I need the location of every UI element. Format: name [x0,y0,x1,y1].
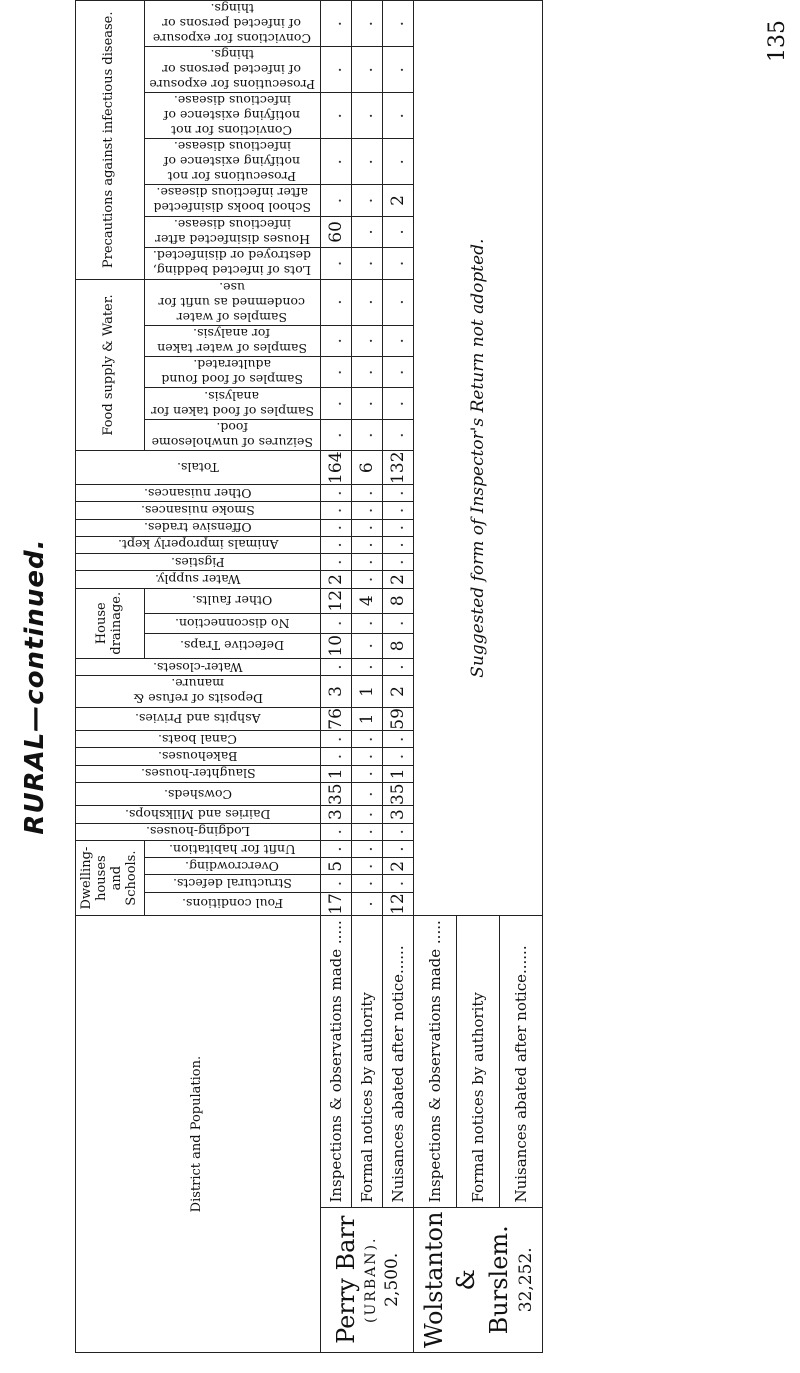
cell-overcrowding: 5 [320,858,351,875]
cell-water-supply: 2 [320,571,351,588]
cell-dairies-milkshops: . [351,806,382,823]
cell-defective-traps: . [351,633,382,658]
running-title: RURAL—continued. [20,538,50,835]
table-row [351,1,382,1353]
cell-houses-disinfected: 60 [320,216,351,247]
cell-slaughterhouses: 1 [382,765,413,782]
cell-other-nuisances: . [320,485,351,502]
district-cell [320,1207,413,1352]
row-label: Nuisances abated after notice...... [499,916,542,1207]
col-other-nuisances: Other nuisances. [76,485,321,502]
district-population: 32,252. [515,1247,536,1313]
cell-cowsheds: 35 [382,782,413,806]
cell-dairies-milkshops: 3 [382,806,413,823]
col-water-samples-taken: Samples of water taken for analysis. [144,325,320,356]
cell-offensive-trades: . [382,519,413,536]
cell-structural-defects: . [382,875,413,892]
district-name: Perry Barr [331,1215,360,1344]
cell-animals-improperly-kept: . [320,536,351,553]
cell-convictions-notifying: . [382,93,413,139]
cell-convictions-exposure: . [320,1,351,47]
cell-food-samples-adulterated: . [382,357,413,388]
col-convictions-exposure: Convictions for exposure of infected persons or things. [144,1,320,47]
cell-canal-boats: . [382,731,413,748]
col-food-samples-adulterated: Samples of food found adulterated. [144,357,320,388]
cell-other-faults: 8 [382,588,413,613]
cell-houses-disinfected: . [351,216,382,247]
col-water-supply: Water supply. [76,571,321,588]
cell-food-samples-adulterated: . [320,357,351,388]
col-overcrowding: Overcrowding. [144,858,320,875]
cell-seizures: . [320,419,351,450]
col-water-closets: Water-closets. [76,658,321,675]
cell-other-nuisances: . [351,485,382,502]
col-unfit: Unfit for habitation. [144,840,320,857]
cell-other-faults: 12 [320,588,351,613]
cell-lodging-houses: . [351,823,382,840]
row-label: Inspections & observations made ..... [413,916,456,1207]
cell-other-faults: 4 [351,588,382,613]
col-offensive-trades: Offensive trades. [76,519,321,536]
col-pigsties: Pigsties. [76,554,321,571]
group-dwelling: Dwelling-houses and Schools. [76,840,145,915]
cell-food-samples-taken: . [351,388,382,419]
cell-bakehouses: . [320,748,351,765]
col-dairies: Dairies and Milkshops. [76,806,321,823]
cell-convictions-exposure: . [382,1,413,47]
cell-bakehouses: . [351,748,382,765]
col-water-samples-unfit: Samples of water condemned as unfit for use. [144,279,320,325]
table-row [320,1,351,1353]
cell-deposits-refuse: 2 [382,676,413,707]
cell-water-supply: . [351,571,382,588]
cell-slaughterhouses: 1 [320,765,351,782]
cell-no-disconnection: . [382,613,413,633]
district-name: Wolstanton & Burslem. [419,1211,513,1348]
cell-lodging-houses: . [320,823,351,840]
cell-deposits-refuse: 1 [351,676,382,707]
cell-unfit-habitation: . [320,840,351,857]
cell-canal-boats: . [351,731,382,748]
col-seizures: Seizures of unwholesome food. [144,419,320,450]
cell-smoke-nuisances: . [320,502,351,519]
cell-animals-improperly-kept: . [382,536,413,553]
cell-infected-bedding: . [382,248,413,279]
cell-bakehouses: . [382,748,413,765]
cell-water-closets: . [351,658,382,675]
row-label: Formal notices by authority [351,916,382,1207]
cell-dairies-milkshops: 3 [320,806,351,823]
cell-structural-defects: . [320,875,351,892]
cell-convictions-notifying: . [320,93,351,139]
cell-overcrowding: 2 [382,858,413,875]
cell-prosecutions-notifying: . [320,139,351,185]
cell-convictions-exposure: . [351,1,382,47]
district-population: 2,500. [381,1252,402,1307]
col-canal-boats: Canal boats. [76,731,321,748]
col-bakehouses: Bakehouses. [76,748,321,765]
cell-schools-disinfected: . [320,185,351,216]
col-ashpits: Ashpits and Privies. [76,707,321,731]
cell-infected-bedding: . [320,248,351,279]
cell-food-samples-adulterated: . [351,357,382,388]
col-animals: Animals improperly kept. [76,536,321,553]
cell-unfit-habitation: . [382,840,413,857]
cell-totals: 6 [351,451,382,485]
col-totals: Totals. [76,451,321,485]
cell-prosecutions-notifying: . [382,139,413,185]
cell-water-samples-taken: . [351,325,382,356]
cell-ashpits-privies: 1 [351,707,382,731]
cell-no-disconnection: . [351,613,382,633]
cell-prosecutions-exposure: . [320,47,351,93]
col-smoke: Smoke nuisances. [76,502,321,519]
col-slaughterhouses: Slaughter-houses. [76,765,321,782]
row-label: Formal notices by authority [456,916,499,1207]
col-lodging-houses: Lodging-houses. [76,823,321,840]
cell-seizures: . [382,419,413,450]
cell-totals: 164 [320,451,351,485]
row-label: Nuisances abated after notice...... [382,916,413,1207]
col-infected-bedding: Lots of infected bedding, destroyed or disinfected. [144,248,320,279]
cell-water-samples-unfit: . [351,279,382,325]
cell-foul-conditions: . [351,892,382,916]
col-schools-disinfected: School books disinfected after infectious disease. [144,185,320,216]
cell-food-samples-taken: . [382,388,413,419]
cell-houses-disinfected: . [382,216,413,247]
cell-water-samples-unfit: . [320,279,351,325]
cell-food-samples-taken: . [320,388,351,419]
cell-prosecutions-notifying: . [351,139,382,185]
cell-pigsties: . [320,554,351,571]
col-prosecutions-notifying: Prosecutions for not notifying existence of infectious disease. [144,139,320,185]
cell-deposits-refuse: 3 [320,676,351,707]
cell-schools-disinfected: . [351,185,382,216]
table-body [320,1,542,1353]
col-defective-traps: Defective Traps. [144,633,320,658]
cell-schools-disinfected: 2 [382,185,413,216]
cell-totals: 132 [382,451,413,485]
cell-canal-boats: . [320,731,351,748]
cell-no-disconnection: . [320,613,351,633]
sanitary-returns-table [75,0,543,1353]
col-cowsheds: Cowsheds. [76,782,321,806]
cell-defective-traps: 10 [320,633,351,658]
cell-water-supply: 2 [382,571,413,588]
district-header: District and Population. [76,916,321,1353]
district-type: (URBAN). [363,1236,380,1323]
cell-defective-traps: 8 [382,633,413,658]
cell-water-closets: . [382,658,413,675]
cell-pigsties: . [351,554,382,571]
not-adopted-note: Suggested form of Inspector's Return not adopted. [413,1,542,916]
page-number: 135 [765,20,790,62]
cell-ashpits-privies: 76 [320,707,351,731]
cell-water-samples-unfit: . [382,279,413,325]
cell-ashpits-privies: 59 [382,707,413,731]
group-food: Food supply & Water. [76,279,145,451]
cell-cowsheds: . [351,782,382,806]
cell-other-nuisances: . [382,485,413,502]
cell-prosecutions-exposure: . [351,47,382,93]
cell-slaughterhouses: . [351,765,382,782]
row-label: Inspections & observations made ..... [320,916,351,1207]
col-no-disconnection: No disconnection. [144,613,320,633]
table-row [413,1,456,1353]
cell-convictions-notifying: . [351,93,382,139]
col-houses-disinfected: Houses disinfected after infectious disease. [144,216,320,247]
cell-offensive-trades: . [320,519,351,536]
cell-overcrowding: . [351,858,382,875]
col-prosecutions-exposure: Prosecutions for exposure of infected persons or things. [144,47,320,93]
cell-cowsheds: 35 [320,782,351,806]
cell-prosecutions-exposure: . [382,47,413,93]
cell-smoke-nuisances: . [351,502,382,519]
col-other-faults: Other faults. [144,588,320,613]
district-cell [413,1207,542,1352]
col-foul-conditions: Foul conditions. [144,892,320,916]
group-drainage: House drainage. [76,588,145,658]
cell-infected-bedding: . [351,248,382,279]
cell-offensive-trades: . [351,519,382,536]
group-header-row [76,1,145,1353]
col-food-samples-taken: Samples of food taken for analysis. [144,388,320,419]
col-structural-defects: Structural defects. [144,875,320,892]
group-precautions: Precautions against infectious disease. [76,1,145,280]
cell-water-samples-taken: . [320,325,351,356]
cell-foul-conditions: 17 [320,892,351,916]
cell-water-closets: . [320,658,351,675]
cell-water-samples-taken: . [382,325,413,356]
cell-structural-defects: . [351,875,382,892]
col-deposits: Deposits of refuse & manure. [76,676,321,707]
col-convictions-notifying: Convictions for not notifying existence of infectious disease. [144,93,320,139]
cell-foul-conditions: 12 [382,892,413,916]
cell-smoke-nuisances: . [382,502,413,519]
cell-animals-improperly-kept: . [351,536,382,553]
cell-lodging-houses: . [382,823,413,840]
cell-seizures: . [351,419,382,450]
cell-pigsties: . [382,554,413,571]
table-row [382,1,413,1353]
cell-unfit-habitation: . [351,840,382,857]
